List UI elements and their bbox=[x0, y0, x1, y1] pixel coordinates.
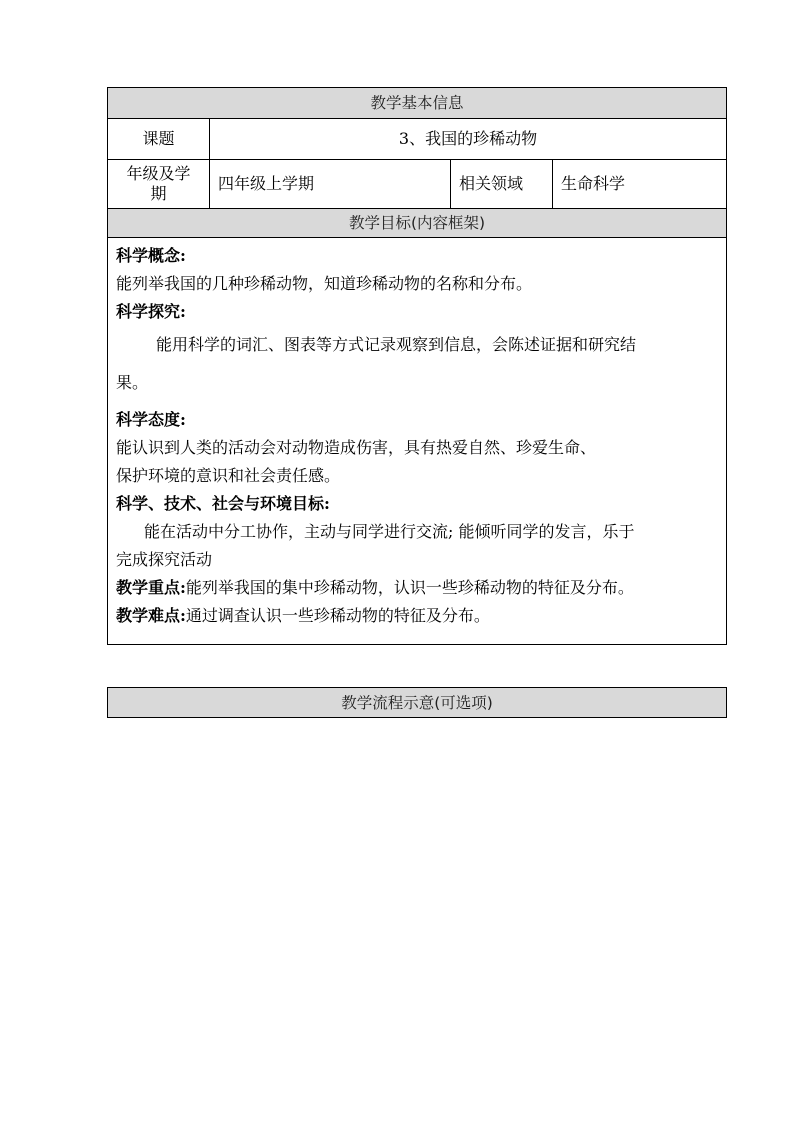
inquiry-line2: 果。 bbox=[116, 373, 149, 392]
flow-header-row bbox=[108, 688, 727, 718]
basic-info-table bbox=[107, 87, 727, 645]
objectives-content bbox=[108, 238, 727, 645]
flow-header: 教学流程示意(可选项) bbox=[108, 688, 727, 718]
difficult-label: 教学难点: bbox=[116, 606, 186, 625]
attitude-line2: 保护环境的意识和社会责任感。 bbox=[116, 466, 341, 485]
inquiry-line1: 能用科学的词汇、图表等方式记录观察到信息，会陈述证据和研究结 bbox=[156, 335, 637, 354]
objectives-header-row bbox=[108, 209, 727, 238]
objectives-header: 教学目标(内容框架) bbox=[108, 209, 727, 238]
stse-label: 科学、技术、社会与环境目标: bbox=[116, 494, 330, 513]
key-point bbox=[116, 574, 718, 602]
stse-line1: 能在活动中分工协作，主动与同学进行交流; 能倾听同学的发言，乐于 bbox=[144, 522, 635, 541]
concept-text: 能列举我国的几种珍稀动物，知道珍稀动物的名称和分布。 bbox=[116, 274, 533, 293]
inquiry-label: 科学探究: bbox=[116, 302, 186, 321]
basic-info-header: 教学基本信息 bbox=[108, 88, 727, 119]
grade-value: 四年级上学期 bbox=[210, 160, 451, 209]
topic-row bbox=[108, 119, 727, 160]
grade-row bbox=[108, 160, 727, 209]
attitude-line1: 能认识到人类的活动会对动物造成伤害，具有热爱自然、珍爱生命、 bbox=[116, 438, 597, 457]
objectives-content-row bbox=[108, 238, 727, 645]
stse-line2: 完成探究活动 bbox=[116, 550, 213, 569]
basic-info-header-row bbox=[108, 88, 727, 119]
key-text: 能列举我国的集中珍稀动物，认识一些珍稀动物的特征及分布。 bbox=[185, 578, 634, 597]
difficult-text: 通过调查认识一些珍稀动物的特征及分布。 bbox=[185, 606, 490, 625]
attitude-label: 科学态度: bbox=[116, 410, 186, 429]
domain-label: 相关领域 bbox=[451, 160, 553, 209]
domain-value: 生命科学 bbox=[553, 160, 727, 209]
topic-value: 3、我国的珍稀动物 bbox=[210, 119, 727, 160]
topic-label: 课题 bbox=[108, 119, 210, 160]
key-label: 教学重点: bbox=[116, 578, 186, 597]
concept-label: 科学概念: bbox=[116, 246, 186, 265]
grade-label: 年级及学期 bbox=[108, 160, 210, 209]
flow-table bbox=[107, 687, 727, 718]
difficult-point bbox=[116, 602, 718, 630]
